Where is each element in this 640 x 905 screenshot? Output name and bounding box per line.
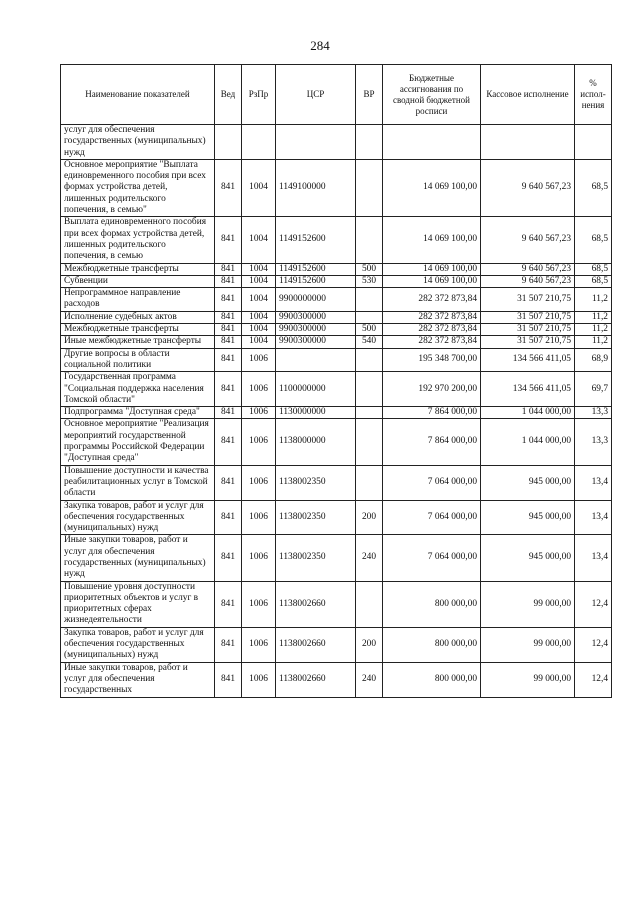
cell-ved: 841 — [215, 288, 242, 312]
table-row — [61, 263, 612, 275]
cell-kassa: 99 000,00 — [481, 581, 575, 627]
cell-name: Повышение уровня доступности приоритетных объектов и услуг в приоритетных сферах жизнедеятельности — [61, 581, 215, 627]
cell-rzpr: 1004 — [242, 324, 276, 336]
cell-pct: 11,2 — [575, 288, 612, 312]
cell-kassa: 134 566 411,05 — [481, 372, 575, 407]
cell-vr — [356, 348, 383, 372]
cell-vr — [356, 581, 383, 627]
cell-csr — [276, 348, 356, 372]
cell-name: Основное мероприятие "Реализация мероприятий государственной программы Российской Федерации "Доступная среда" — [61, 419, 215, 465]
cell-vr: 530 — [356, 275, 383, 287]
cell-rzpr: 1006 — [242, 372, 276, 407]
cell-budget: 14 069 100,00 — [383, 217, 481, 263]
cell-vr: 240 — [356, 535, 383, 581]
cell-budget: 7 064 000,00 — [383, 500, 481, 535]
cell-csr: 9900300000 — [276, 324, 356, 336]
cell-kassa: 1 044 000,00 — [481, 419, 575, 465]
cell-ved: 841 — [215, 662, 242, 697]
cell-budget: 14 069 100,00 — [383, 275, 481, 287]
cell-rzpr: 1004 — [242, 217, 276, 263]
cell-pct: 11,2 — [575, 311, 612, 323]
table-row — [61, 465, 612, 500]
cell-ved: 841 — [215, 535, 242, 581]
cell-csr: 1138002660 — [276, 662, 356, 697]
cell-kassa: 31 507 210,75 — [481, 311, 575, 323]
cell-kassa: 1 044 000,00 — [481, 407, 575, 419]
cell-vr: 240 — [356, 662, 383, 697]
cell-kassa: 99 000,00 — [481, 662, 575, 697]
cell-vr: 200 — [356, 627, 383, 662]
header-csr: ЦСР — [276, 65, 356, 125]
cell-budget: 800 000,00 — [383, 627, 481, 662]
cell-name: Другие вопросы в области социальной политики — [61, 348, 215, 372]
cell-kassa: 134 566 411,05 — [481, 348, 575, 372]
cell-ved: 841 — [215, 407, 242, 419]
cell-name: Выплата единовременного пособия при всех формах устройства детей, лишенных родительского попечения, в семью — [61, 217, 215, 263]
cell-ved: 841 — [215, 311, 242, 323]
cell-rzpr: 1006 — [242, 581, 276, 627]
cell-pct: 13,4 — [575, 535, 612, 581]
table-row — [61, 125, 612, 160]
cell-name: Закупка товаров, работ и услуг для обеспечения государственных (муниципальных) нужд — [61, 627, 215, 662]
cell-csr: 1138002350 — [276, 500, 356, 535]
cell-name: Межбюджетные трансферты — [61, 324, 215, 336]
cell-vr — [356, 465, 383, 500]
cell-vr — [356, 125, 383, 160]
cell-budget: 14 069 100,00 — [383, 159, 481, 216]
cell-name: Иные межбюджетные трансферты — [61, 336, 215, 348]
cell-vr: 500 — [356, 324, 383, 336]
cell-vr — [356, 372, 383, 407]
cell-budget: 195 348 700,00 — [383, 348, 481, 372]
cell-pct: 13,3 — [575, 407, 612, 419]
cell-budget: 800 000,00 — [383, 662, 481, 697]
cell-csr: 1130000000 — [276, 407, 356, 419]
cell-kassa: 31 507 210,75 — [481, 336, 575, 348]
cell-vr: 200 — [356, 500, 383, 535]
cell-rzpr: 1004 — [242, 159, 276, 216]
header-ved: Вед — [215, 65, 242, 125]
cell-csr: 1138002350 — [276, 535, 356, 581]
cell-name: Исполнение судебных актов — [61, 311, 215, 323]
cell-ved: 841 — [215, 336, 242, 348]
table-row — [61, 500, 612, 535]
cell-csr — [276, 125, 356, 160]
cell-pct — [575, 125, 612, 160]
cell-name: Иные закупки товаров, работ и услуг для обеспечения государственных — [61, 662, 215, 697]
header-vr: ВР — [356, 65, 383, 125]
table-row — [61, 275, 612, 287]
header-kassa: Кассовое исполнение — [481, 65, 575, 125]
cell-kassa: 945 000,00 — [481, 465, 575, 500]
cell-ved: 841 — [215, 348, 242, 372]
table-header-row — [61, 65, 612, 125]
header-pct: % испол-нения — [575, 65, 612, 125]
table-row — [61, 348, 612, 372]
cell-vr — [356, 419, 383, 465]
cell-csr: 1100000000 — [276, 372, 356, 407]
cell-budget: 192 970 200,00 — [383, 372, 481, 407]
cell-budget: 7 864 000,00 — [383, 419, 481, 465]
cell-csr: 9900300000 — [276, 336, 356, 348]
table-row — [61, 372, 612, 407]
cell-rzpr: 1006 — [242, 500, 276, 535]
page-number: 284 — [310, 38, 330, 53]
cell-kassa: 9 640 567,23 — [481, 159, 575, 216]
cell-name: Основное мероприятие "Выплата единовременного пособия при всех формах устройства детей, лишенных родительского попечения, в семью" — [61, 159, 215, 216]
cell-rzpr: 1006 — [242, 407, 276, 419]
cell-ved: 841 — [215, 324, 242, 336]
cell-csr: 1138000000 — [276, 419, 356, 465]
cell-kassa: 99 000,00 — [481, 627, 575, 662]
cell-ved: 841 — [215, 419, 242, 465]
cell-pct: 13,4 — [575, 465, 612, 500]
cell-ved: 841 — [215, 465, 242, 500]
cell-csr: 1149100000 — [276, 159, 356, 216]
cell-ved: 841 — [215, 372, 242, 407]
cell-name: Непрограммное направление расходов — [61, 288, 215, 312]
cell-pct: 68,5 — [575, 263, 612, 275]
cell-ved: 841 — [215, 263, 242, 275]
cell-budget: 7 064 000,00 — [383, 465, 481, 500]
cell-budget: 282 372 873,84 — [383, 288, 481, 312]
cell-vr: 500 — [356, 263, 383, 275]
table-row — [61, 311, 612, 323]
cell-name: Межбюджетные трансферты — [61, 263, 215, 275]
table-row — [61, 159, 612, 216]
table-row — [61, 288, 612, 312]
cell-vr — [356, 217, 383, 263]
cell-name: Субвенции — [61, 275, 215, 287]
cell-name: Закупка товаров, работ и услуг для обеспечения государственных (муниципальных) нужд — [61, 500, 215, 535]
cell-kassa: 9 640 567,23 — [481, 263, 575, 275]
cell-budget: 800 000,00 — [383, 581, 481, 627]
header-name: Наименование показателей — [61, 65, 215, 125]
cell-ved: 841 — [215, 500, 242, 535]
cell-ved: 841 — [215, 581, 242, 627]
cell-ved — [215, 125, 242, 160]
cell-ved: 841 — [215, 627, 242, 662]
cell-rzpr: 1006 — [242, 465, 276, 500]
budget-table — [60, 64, 612, 698]
cell-kassa: 945 000,00 — [481, 500, 575, 535]
table-row — [61, 662, 612, 697]
cell-budget: 282 372 873,84 — [383, 324, 481, 336]
cell-csr: 1138002660 — [276, 627, 356, 662]
cell-rzpr: 1004 — [242, 275, 276, 287]
cell-budget: 7 864 000,00 — [383, 407, 481, 419]
table-row — [61, 535, 612, 581]
cell-pct: 69,7 — [575, 372, 612, 407]
cell-rzpr: 1004 — [242, 336, 276, 348]
cell-budget — [383, 125, 481, 160]
cell-ved: 841 — [215, 159, 242, 216]
cell-kassa: 9 640 567,23 — [481, 275, 575, 287]
cell-vr — [356, 159, 383, 216]
cell-budget: 7 064 000,00 — [383, 535, 481, 581]
cell-ved: 841 — [215, 217, 242, 263]
cell-kassa: 31 507 210,75 — [481, 324, 575, 336]
cell-pct: 68,5 — [575, 275, 612, 287]
cell-rzpr — [242, 125, 276, 160]
cell-rzpr: 1006 — [242, 662, 276, 697]
cell-pct: 12,4 — [575, 627, 612, 662]
table-row — [61, 627, 612, 662]
cell-pct: 13,3 — [575, 419, 612, 465]
cell-pct: 68,9 — [575, 348, 612, 372]
cell-rzpr: 1004 — [242, 288, 276, 312]
cell-csr: 1149152600 — [276, 263, 356, 275]
cell-kassa: 31 507 210,75 — [481, 288, 575, 312]
cell-vr: 540 — [356, 336, 383, 348]
cell-name: Повышение доступности и качества реабилитационных услуг в Томской области — [61, 465, 215, 500]
cell-vr — [356, 407, 383, 419]
table-row — [61, 581, 612, 627]
cell-csr: 1138002660 — [276, 581, 356, 627]
cell-ved: 841 — [215, 275, 242, 287]
cell-csr: 9900000000 — [276, 288, 356, 312]
cell-rzpr: 1006 — [242, 535, 276, 581]
cell-pct: 13,4 — [575, 500, 612, 535]
cell-pct: 12,4 — [575, 662, 612, 697]
table-row — [61, 419, 612, 465]
cell-rzpr: 1004 — [242, 311, 276, 323]
cell-vr — [356, 288, 383, 312]
cell-vr — [356, 311, 383, 323]
cell-name: Иные закупки товаров, работ и услуг для обеспечения государственных (муниципальных) нужд — [61, 535, 215, 581]
cell-csr: 1149152600 — [276, 217, 356, 263]
table-row — [61, 336, 612, 348]
cell-pct: 11,2 — [575, 336, 612, 348]
cell-csr: 1149152600 — [276, 275, 356, 287]
header-rzpr: РзПр — [242, 65, 276, 125]
cell-csr: 9900300000 — [276, 311, 356, 323]
cell-pct: 12,4 — [575, 581, 612, 627]
cell-budget: 282 372 873,84 — [383, 311, 481, 323]
header-budget: Бюджетные ассигнования по сводной бюджетной росписи — [383, 65, 481, 125]
cell-budget: 282 372 873,84 — [383, 336, 481, 348]
cell-pct: 68,5 — [575, 217, 612, 263]
cell-kassa: 9 640 567,23 — [481, 217, 575, 263]
cell-pct: 68,5 — [575, 159, 612, 216]
cell-name: Государственная программа "Социальная поддержка населения Томской области" — [61, 372, 215, 407]
cell-kassa: 945 000,00 — [481, 535, 575, 581]
table-row — [61, 324, 612, 336]
cell-name: услуг для обеспечения государственных (муниципальных) нужд — [61, 125, 215, 160]
cell-csr: 1138002350 — [276, 465, 356, 500]
table-row — [61, 407, 612, 419]
cell-rzpr: 1006 — [242, 419, 276, 465]
cell-kassa — [481, 125, 575, 160]
cell-rzpr: 1006 — [242, 348, 276, 372]
cell-rzpr: 1006 — [242, 627, 276, 662]
cell-pct: 11,2 — [575, 324, 612, 336]
cell-rzpr: 1004 — [242, 263, 276, 275]
cell-name: Подпрограмма "Доступная среда" — [61, 407, 215, 419]
cell-budget: 14 069 100,00 — [383, 263, 481, 275]
table-row — [61, 217, 612, 263]
